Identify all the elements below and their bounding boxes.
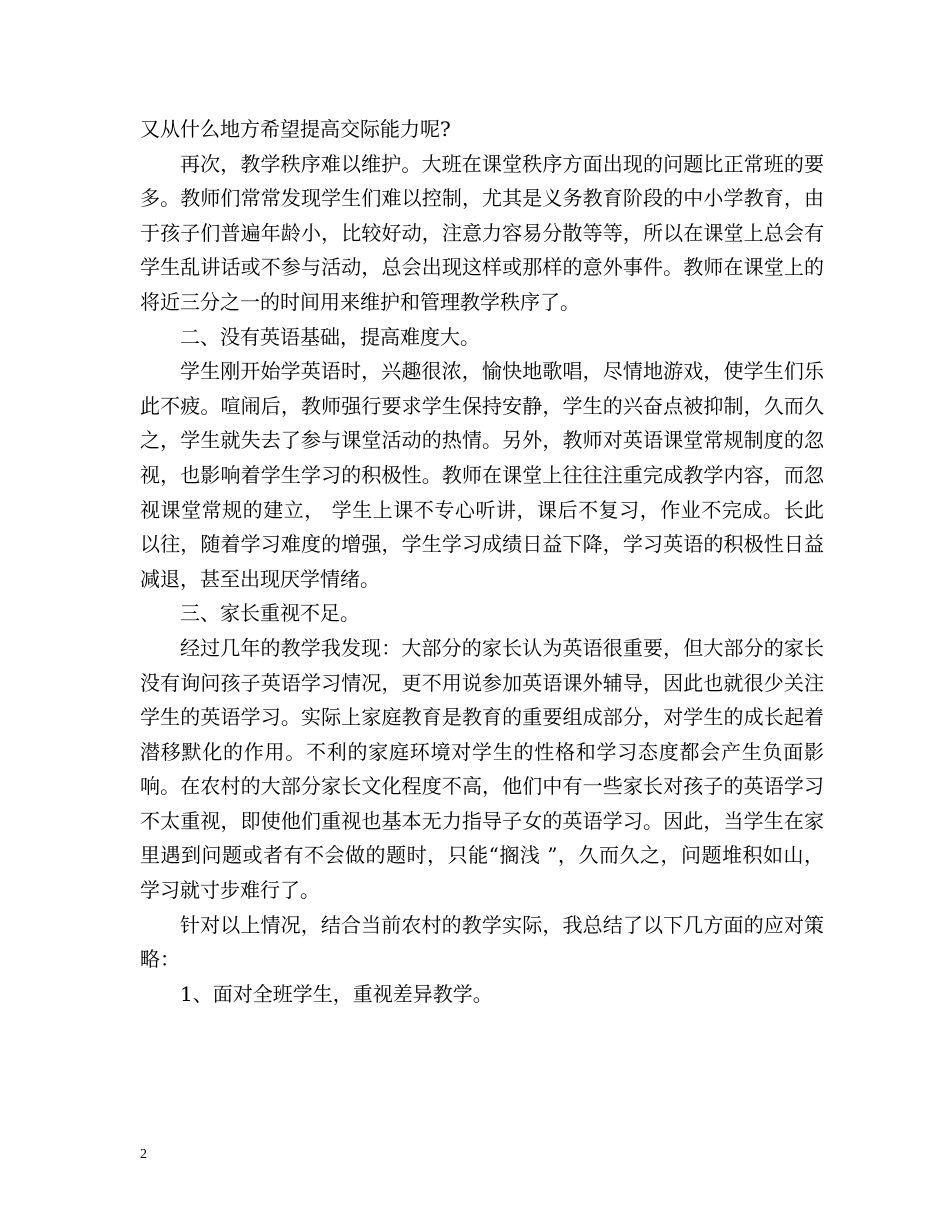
- strategy-item-1: 1、面对全班学生，重视差异教学。: [180, 981, 493, 1006]
- section-heading-no-foundation: 二、没有英语基础，提高难度大。: [180, 324, 480, 349]
- section-heading-parents: 三、家长重视不足。: [180, 601, 360, 626]
- paragraph-classroom-order: 再次，教学秩序难以维护。大班在课堂秩序方面出现的问题比正常班的要多。教师们常常发现学生们难以控制，尤其是义务教育阶段的中小学教育，由于孩子们普遍年龄小，比较好动，注意力容易分散等等，所以在课堂上总会有学生乱讲话或不参与活动，总会出现这样或那样的意外事件。教师在课堂上的将近三分之一的时间用来维护和管理教学秩序了。: [140, 151, 824, 314]
- paragraph-parents-attention: 经过几年的教学我发现：大部分的家长认为英语很重要，但大部分的家长没有询问孩子英语学习情况，更不用说参加英语课外辅导，因此也就很少关注学生的英语学习。实际上家庭教育是教育的重要组成部分，对学生的成长起着潜移默化的作用。不利的家庭环境对学生的性格和学习态度都会产生负面影响。在农村的大部分家长文化程度不高，他们中有一些家长对孩子的英语学习不太重视，即使他们重视也基本无力指导子女的英语学习。因此，当学生在家里遇到问题或者有不会做的题时，只能“搁浅 ”，久而久之，问题堆积如山，学习就寸步难行了。: [140, 635, 824, 903]
- paragraph-strategies-intro: 针对以上情况，结合当前农村的教学实际，我总结了以下几方面的应对策略：: [140, 912, 824, 972]
- paragraph-continuation: 又从什么地方希望提高交际能力呢?: [140, 117, 451, 141]
- page-number: 2: [140, 1147, 147, 1162]
- document-body: [140, 112, 824, 1011]
- paragraph-student-interest: 学生刚开始学英语时，兴趣很浓，愉快地歌唱，尽情地游戏，使学生们乐此不疲。喧闹后，教师强行要求学生保持安静，学生的兴奋点被抑制，久而久之，学生就失去了参与课堂活动的热情。另外，教师对英语课堂常规制度的忽视，也影响着学生学习的积极性。教师在课堂上往往注重完成教学内容，而忽视课堂常规的建立， 学生上课不专心听讲，课后不复习，作业不完成。长此以往，随着学习难度的增强，学生学习成绩日益下降，学习英语的积极性日益减退，甚至出现厌学情绪。: [140, 359, 824, 591]
